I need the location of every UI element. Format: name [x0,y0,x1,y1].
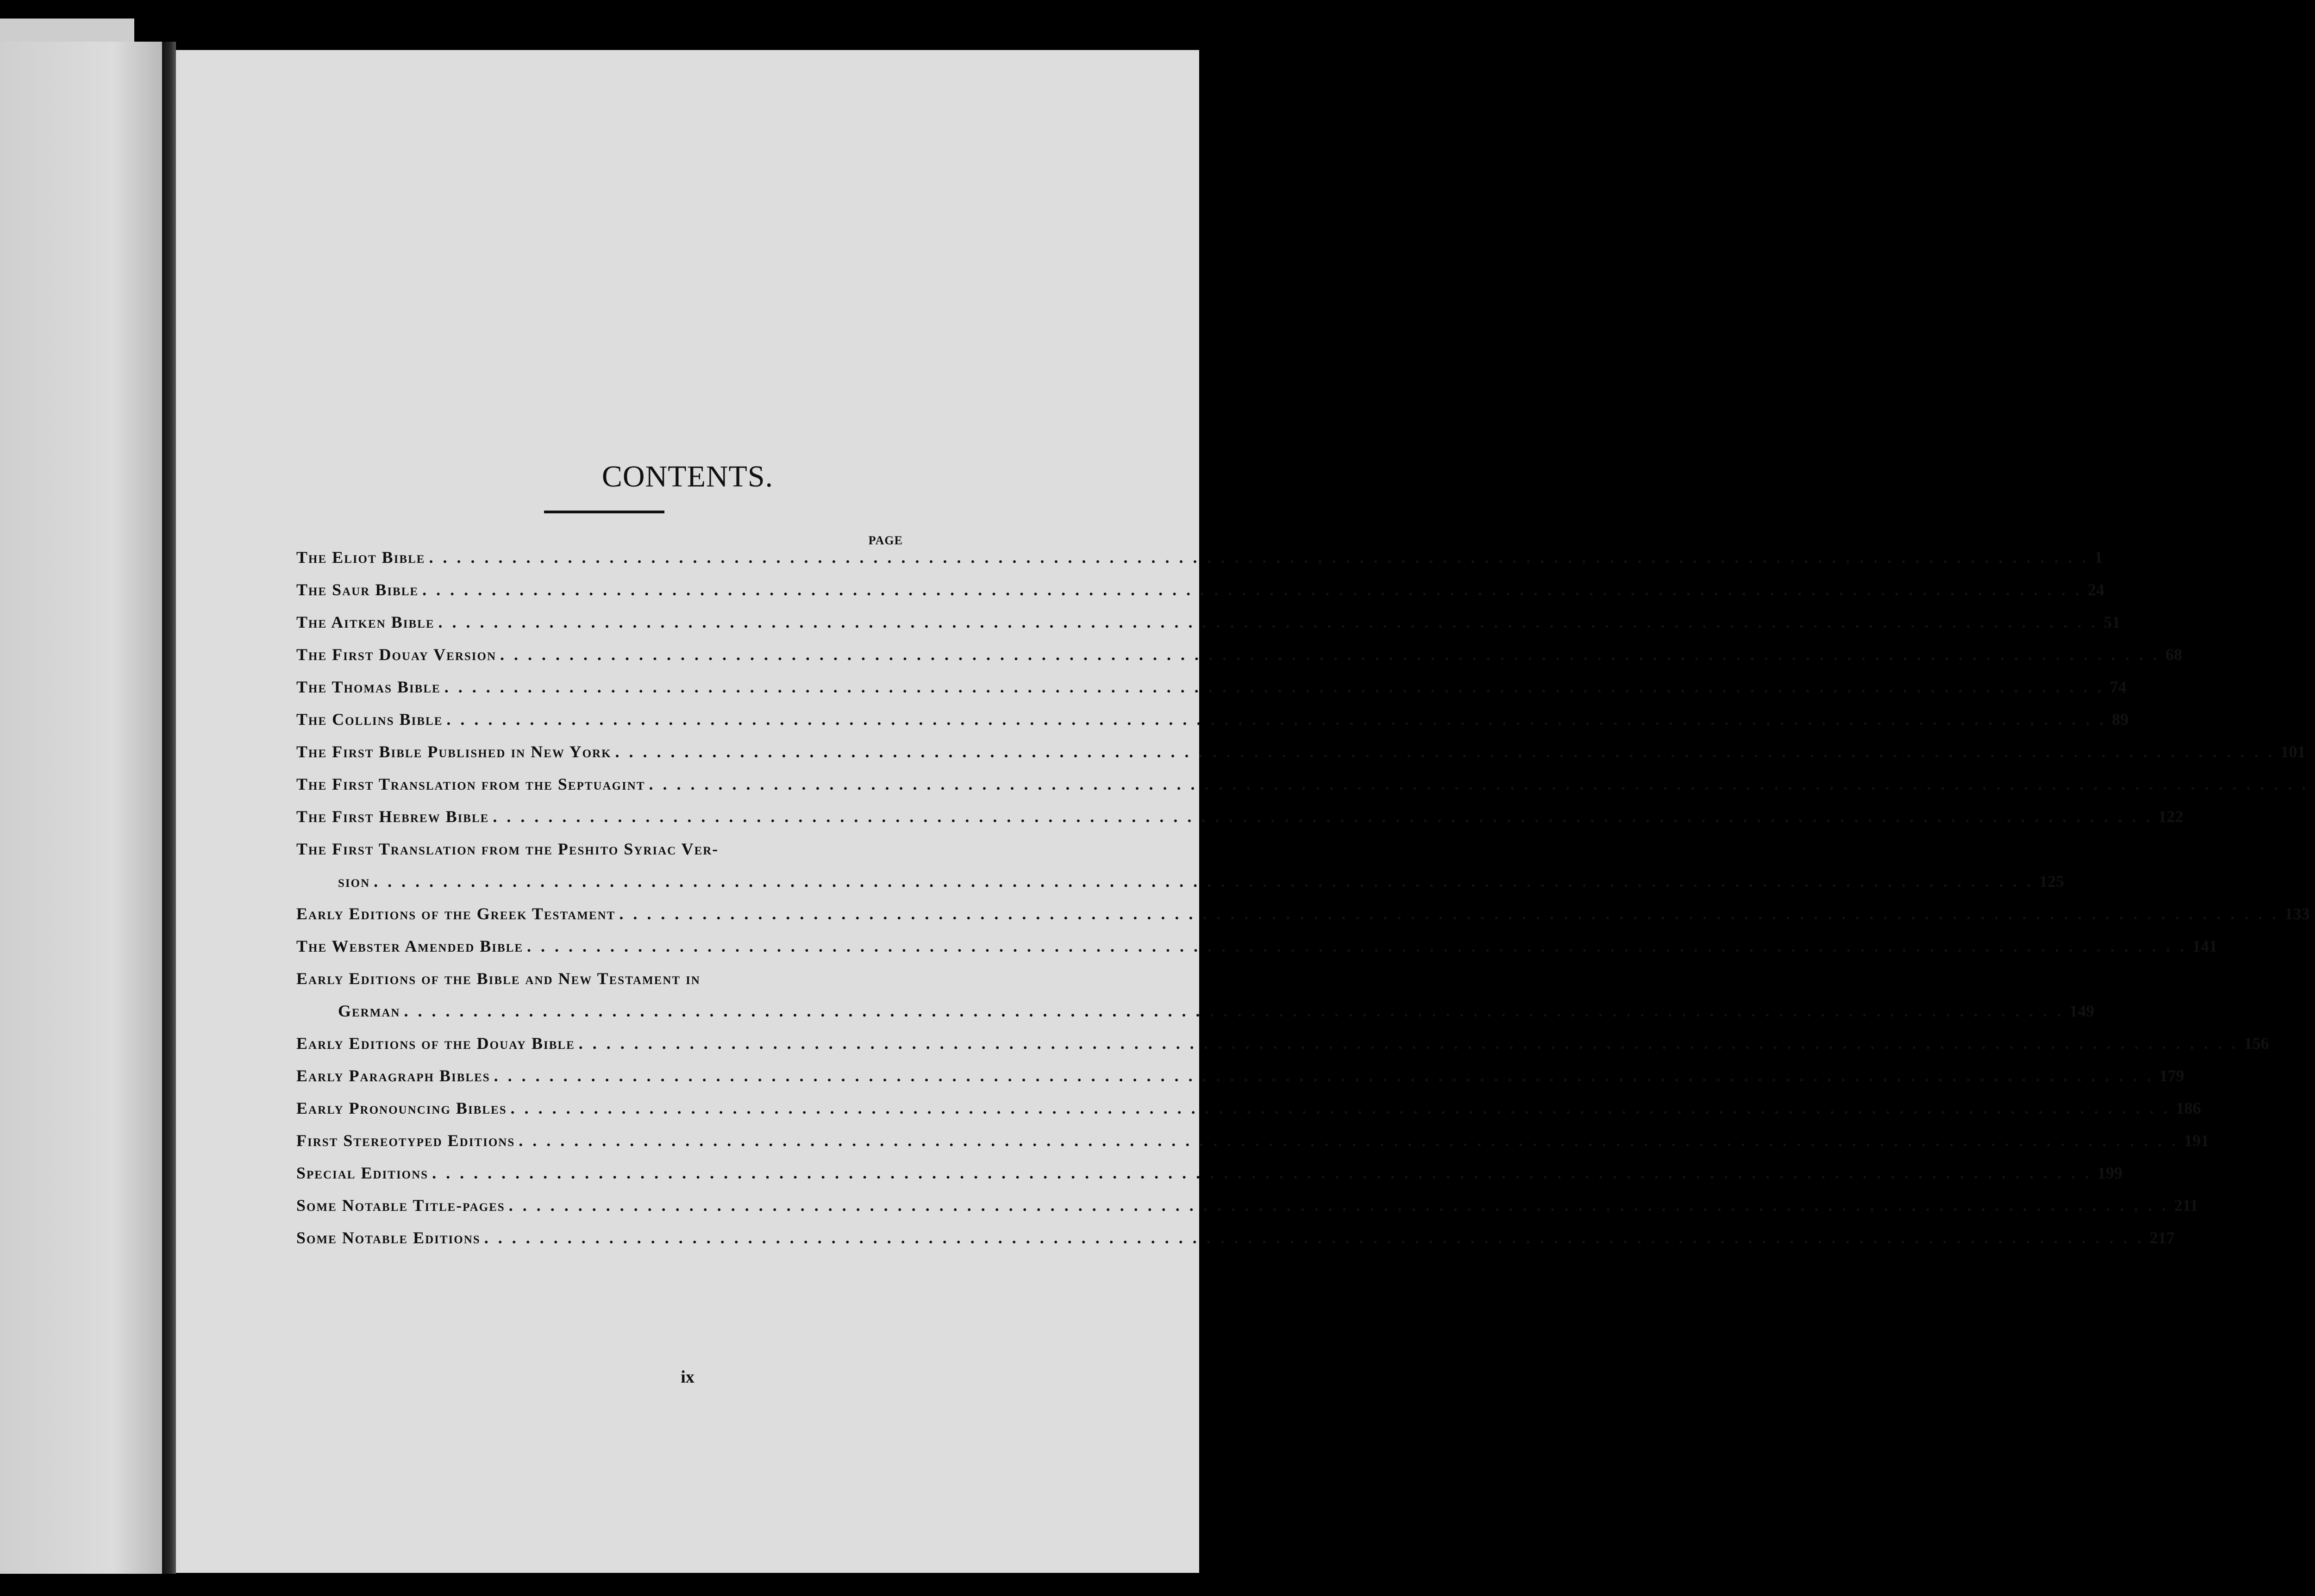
toc-page-number: 199 [2097,1164,2123,1182]
toc-entry-title: The First Bible Published in New York [296,742,612,761]
toc-entry [296,710,2129,742]
table-of-contents [296,548,2310,1260]
toc-entry-title: The Aitken Bible [296,613,435,631]
toc-page-number: 122 [2158,807,2184,826]
toc-page-number: 179 [2159,1066,2184,1085]
toc-entry-title: The Saur Bible [296,580,419,599]
dot-leader: . . . . . . . . . . . . . . . . . . . . . . . . . . . . . . . . . . . . . . . . . . . . . . . . . . . . . . . . . . . . . . . . . . . . . . . . . . . . . . . . . . . . . . . . . . . . . . . . . . . . . . . . . . . . . . . . . . . . . . . . [649,775,2309,793]
toc-entry-title: Some Notable Title-pages [296,1196,505,1215]
toc-page-number: 125 [2039,872,2065,891]
dot-leader: . . . . . . . . . . . . . . . . . . . . . . . . . . . . . . . . . . . . . . . . . . . . . . . . . . . . . . . . . . . . . . . . . . . . . . . . . . . . . . . . . . . . . . . . . . . . . . . . . . . . . . . . . . . . . . . . . . . . . . . . [374,872,2034,891]
toc-page-number: 51 [2103,613,2121,631]
toc-entry [296,839,2065,904]
dot-leader: . . . . . . . . . . . . . . . . . . . . . . . . . . . . . . . . . . . . . . . . . . . . . . . . . . . . . . . . . . . . . . . . . . . . . . . . . . . . . . . . . . . . . . . . . . . . . . . . . . . . . . . . . . . . . . . . . . . . . . . . [444,678,2104,696]
toc-entry-title: The First Douay Version [296,645,497,664]
title-rule [544,511,664,513]
dot-leader: . . . . . . . . . . . . . . . . . . . . . . . . . . . . . . . . . . . . . . . . . . . . . . . . . . . . . . . . . . . . . . . . . . . . . . . . . . . . . . . . . . . . . . . . . . . . . . . . . . . . . . . . . . . . . . . . . . . . . . . . [432,1164,2092,1182]
toc-entry [296,677,2127,710]
dot-leader: . . . . . . . . . . . . . . . . . . . . . . . . . . . . . . . . . . . . . . . . . . . . . . . . . . . . . . . . . . . . . . . . . . . . . . . . . . . . . . . . . . . . . . . . . . . . . . . . . . . . . . . . . . . . . . . . . . . . . . . . [493,807,2153,826]
toc-entry [296,904,2310,936]
toc-entry-title: Special Editions [296,1164,429,1182]
dot-leader: . . . . . . . . . . . . . . . . . . . . . . . . . . . . . . . . . . . . . . . . . . . . . . . . . . . . . . . . . . . . . . . . . . . . . . . . . . . . . . . . . . . . . . . . . . . . . . . . . . . . . . . . . . . . . . . . . . . . . . . . [510,1099,2171,1117]
toc-entry-title: The Thomas Bible [296,678,441,696]
dot-leader: . . . . . . . . . . . . . . . . . . . . . . . . . . . . . . . . . . . . . . . . . . . . . . . . . . . . . . . . . . . . . . . . . . . . . . . . . . . . . . . . . . . . . . . . . . . . . . . . . . . . . . . . . . . . . . . . . . . . . . . . [519,1131,2179,1150]
toc-entry-title: The First Translation from the Peshito Syriac Ver- [296,840,719,858]
toc-entry-continuation: German [338,1002,400,1020]
toc-page-number: 191 [2184,1131,2209,1150]
toc-entry [296,969,2095,1034]
dot-leader: . . . . . . . . . . . . . . . . . . . . . . . . . . . . . . . . . . . . . . . . . . . . . . . . . . . . . . . . . . . . . . . . . . . . . . . . . . . . . . . . . . . . . . . . . . . . . . . . . . . . . . . . . . . . . . . . . . . . . . . . [508,1196,2169,1215]
toc-page-number: 217 [2149,1228,2175,1247]
toc-entry [296,1098,2201,1131]
toc-page-number: 1 [2094,548,2103,567]
toc-entry-title: The First Hebrew Bible [296,807,489,826]
toc-entry [296,580,2105,612]
dot-leader: . . . . . . . . . . . . . . . . . . . . . . . . . . . . . . . . . . . . . . . . . . . . . . . . . . . . . . . . . . . . . . . . . . . . . . . . . . . . . . . . . . . . . . . . . . . . . . . . . . . . . . . . . . . . . . . . . . . . . . . . [404,1002,2064,1020]
toc-page-number: 141 [2192,937,2218,955]
toc-entry-title: Some Notable Editions [296,1228,481,1247]
dot-leader: . . . . . . . . . . . . . . . . . . . . . . . . . . . . . . . . . . . . . . . . . . . . . . . . . . . . . . . . . . . . . . . . . . . . . . . . . . . . . . . . . . . . . . . . . . . . . . . . . . . . . . . . . . . . . . . . . . . . . . . . [578,1034,2239,1053]
page-number: ix [681,1367,694,1387]
left-page [0,42,162,1574]
toc-page-number: 101 [2280,742,2306,761]
toc-entry [296,548,2103,580]
toc-entry-title: The Webster Amended Bible [296,937,524,955]
toc-page-number: 89 [2112,710,2129,729]
dot-leader: . . . . . . . . . . . . . . . . . . . . . . . . . . . . . . . . . . . . . . . . . . . . . . . . . . . . . . . . . . . . . . . . . . . . . . . . . . . . . . . . . . . . . . . . . . . . . . . . . . . . . . . . . . . . . . . . . . . . . . . . [494,1066,2154,1085]
toc-page-number: 211 [2174,1196,2198,1215]
toc-entry-title: Early Editions of the Bible and New Testament in [296,969,701,988]
page-title: CONTENTS. [601,460,774,494]
page-column-heading: PAGE [868,534,903,547]
toc-entry-title: Early Pronouncing Bibles [296,1099,507,1117]
toc-entry [296,1228,2175,1260]
toc-entry-title: The Eliot Bible [296,548,425,567]
toc-entry-title: The Collins Bible [296,710,443,729]
dot-leader: . . . . . . . . . . . . . . . . . . . . . . . . . . . . . . . . . . . . . . . . . . . . . . . . . . . . . . . . . . . . . . . . . . . . . . . . . . . . . . . . . . . . . . . . . . . . . . . . . . . . . . . . . . . . . . . . . . . . . . . . [422,580,2083,599]
dot-leader: . . . . . . . . . . . . . . . . . . . . . . . . . . . . . . . . . . . . . . . . . . . . . . . . . . . . . . . . . . . . . . . . . . . . . . . . . . . . . . . . . . . . . . . . . . . . . . . . . . . . . . . . . . . . . . . . . . . . . . . . [446,710,2107,729]
toc-entry [296,936,2218,969]
dot-leader: . . . . . . . . . . . . . . . . . . . . . . . . . . . . . . . . . . . . . . . . . . . . . . . . . . . . . . . . . . . . . . . . . . . . . . . . . . . . . . . . . . . . . . . . . . . . . . . . . . . . . . . . . . . . . . . . . . . . . . . . [500,645,2160,664]
toc-entry-title: Early Editions of the Greek Testament [296,904,616,923]
dot-leader: . . . . . . . . . . . . . . . . . . . . . . . . . . . . . . . . . . . . . . . . . . . . . . . . . . . . . . . . . . . . . . . . . . . . . . . . . . . . . . . . . . . . . . . . . . . . . . . . . . . . . . . . . . . . . . . . . . . . . . . . [438,613,2098,631]
dot-leader: . . . . . . . . . . . . . . . . . . . . . . . . . . . . . . . . . . . . . . . . . . . . . . . . . . . . . . . . . . . . . . . . . . . . . . . . . . . . . . . . . . . . . . . . . . . . . . . . . . . . . . . . . . . . . . . . . . . . . . . . [619,904,2279,923]
toc-entry [296,1066,2184,1098]
toc-page-number: 156 [2244,1034,2269,1053]
contents-page [176,50,2310,1573]
toc-entry [296,645,2183,677]
dot-leader: . . . . . . . . . . . . . . . . . . . . . . . . . . . . . . . . . . . . . . . . . . . . . . . . . . . . . . . . . . . . . . . . . . . . . . . . . . . . . . . . . . . . . . . . . . . . . . . . . . . . . . . . . . . . . . . . . . . . . . . . [429,548,2089,567]
toc-entry [296,1131,2209,1163]
book-gutter [162,42,176,1574]
toc-entry [296,774,2309,807]
toc-entry-title: The First Translation from the Septuagint [296,775,645,793]
toc-entry [296,807,2184,839]
toc-entry [296,1196,2198,1228]
toc-page-number: 68 [2165,645,2183,664]
toc-entry [296,1163,2123,1196]
dot-leader: . . . . . . . . . . . . . . . . . . . . . . . . . . . . . . . . . . . . . . . . . . . . . . . . . . . . . . . . . . . . . . . . . . . . . . . . . . . . . . . . . . . . . . . . . . . . . . . . . . . . . . . . . . . . . . . . . . . . . . . . [527,937,2187,955]
toc-entry [296,1034,2269,1066]
toc-entry [296,612,2121,645]
dot-leader: . . . . . . . . . . . . . . . . . . . . . . . . . . . . . . . . . . . . . . . . . . . . . . . . . . . . . . . . . . . . . . . . . . . . . . . . . . . . . . . . . . . . . . . . . . . . . . . . . . . . . . . . . . . . . . . . . . . . . . . . [615,742,2275,761]
dot-leader: . . . . . . . . . . . . . . . . . . . . . . . . . . . . . . . . . . . . . . . . . . . . . . . . . . . . . . . . . . . . . . . . . . . . . . . . . . . . . . . . . . . . . . . . . . . . . . . . . . . . . . . . . . . . . . . . . . . . . . . . [484,1228,2144,1247]
toc-page-number: 149 [2069,1002,2095,1020]
toc-page-number: 24 [2088,580,2105,599]
toc-entry-continuation: sion [338,872,370,891]
toc-entry-title: First Stereotyped Editions [296,1131,515,1150]
toc-page-number: 74 [2109,678,2127,696]
toc-page-number: 133 [2284,904,2310,923]
toc-page-number: 186 [2176,1099,2201,1117]
toc-entry-title: Early Paragraph Bibles [296,1066,490,1085]
toc-entry [296,742,2306,774]
toc-entry-title: Early Editions of the Douay Bible [296,1034,575,1053]
